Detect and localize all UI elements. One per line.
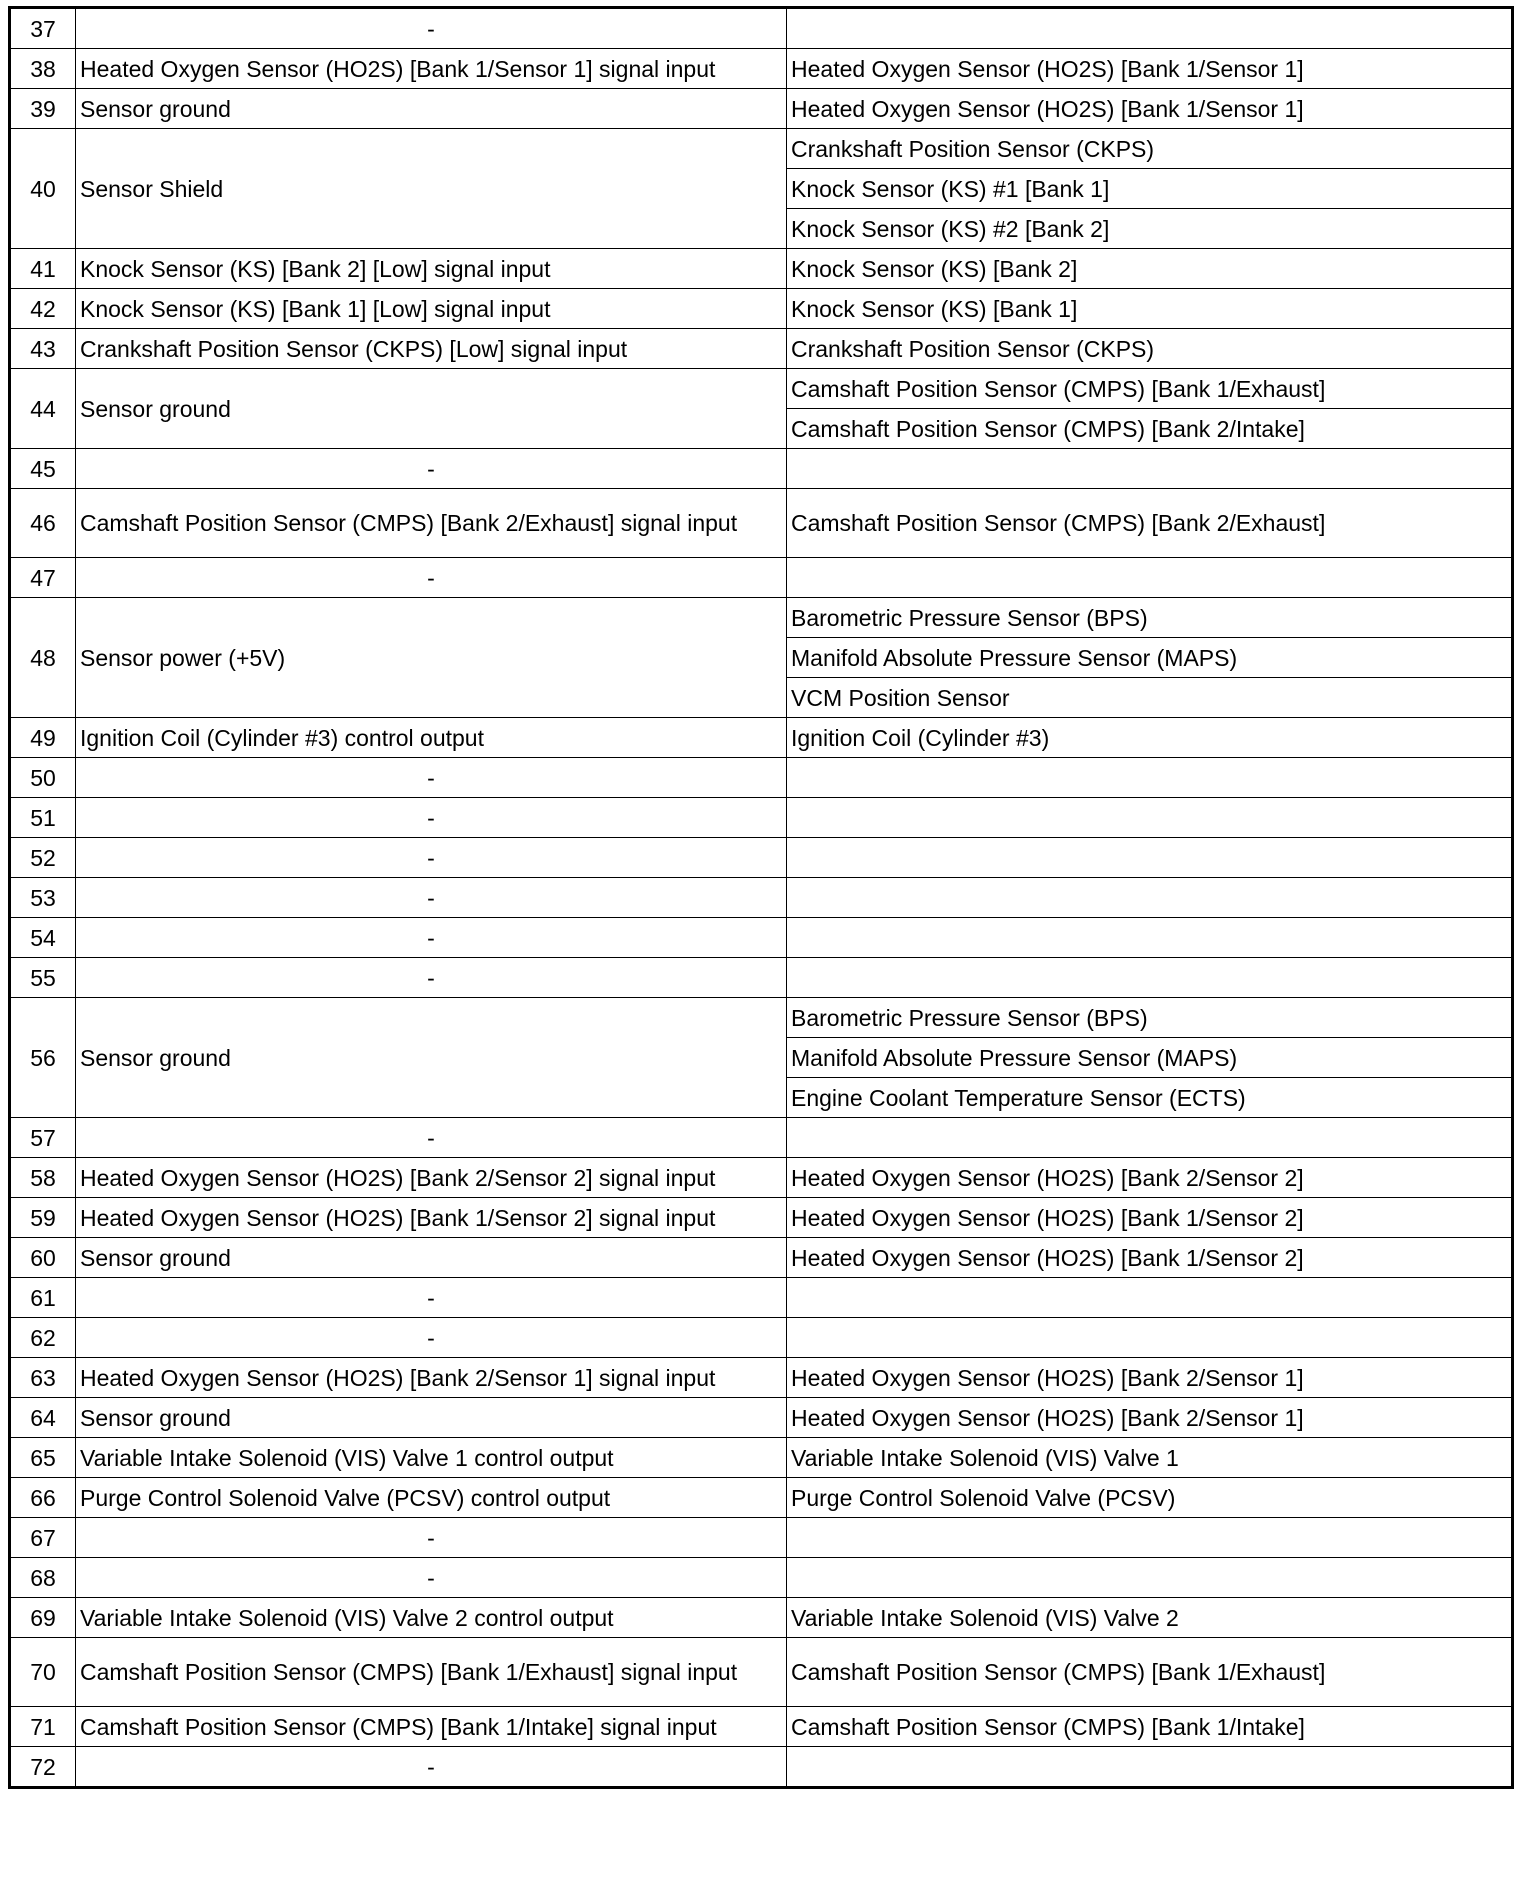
connected-component: Camshaft Position Sensor (CMPS) [Bank 1/Intake] xyxy=(787,1707,1513,1747)
connected-component xyxy=(787,918,1513,958)
pin-description: - xyxy=(76,758,787,798)
pin-description: - xyxy=(76,798,787,838)
connected-component: Heated Oxygen Sensor (HO2S) [Bank 2/Sensor 1] xyxy=(787,1358,1513,1398)
pin-number: 62 xyxy=(10,1318,76,1358)
table-row xyxy=(10,89,1513,129)
pin-description: Knock Sensor (KS) [Bank 2] [Low] signal input xyxy=(76,249,787,289)
table-row xyxy=(10,1707,1513,1747)
pin-description: Purge Control Solenoid Valve (PCSV) control output xyxy=(76,1478,787,1518)
connected-component: Heated Oxygen Sensor (HO2S) [Bank 1/Sensor 1] xyxy=(787,49,1513,89)
connected-component: Camshaft Position Sensor (CMPS) [Bank 1/Exhaust] xyxy=(787,369,1513,409)
connected-component xyxy=(787,1278,1513,1318)
connected-component: Variable Intake Solenoid (VIS) Valve 1 xyxy=(787,1438,1513,1478)
connected-component: Heated Oxygen Sensor (HO2S) [Bank 2/Sensor 1] xyxy=(787,1398,1513,1438)
connected-component: Knock Sensor (KS) #1 [Bank 1] xyxy=(787,169,1513,209)
pin-number: 53 xyxy=(10,878,76,918)
table-row xyxy=(10,449,1513,489)
table-row xyxy=(10,1278,1513,1318)
pin-description: - xyxy=(76,1318,787,1358)
table-row xyxy=(10,998,1513,1038)
connected-component: Camshaft Position Sensor (CMPS) [Bank 2/Intake] xyxy=(787,409,1513,449)
pin-description: Variable Intake Solenoid (VIS) Valve 2 control output xyxy=(76,1598,787,1638)
pin-description: - xyxy=(76,838,787,878)
pin-number: 49 xyxy=(10,718,76,758)
pin-description: Camshaft Position Sensor (CMPS) [Bank 2/Exhaust] signal input xyxy=(76,489,787,558)
table-row xyxy=(10,1747,1513,1788)
pin-number: 42 xyxy=(10,289,76,329)
connected-component: Barometric Pressure Sensor (BPS) xyxy=(787,998,1513,1038)
table-row xyxy=(10,878,1513,918)
table-row xyxy=(10,1438,1513,1478)
pin-description: - xyxy=(76,1558,787,1598)
connected-component: Knock Sensor (KS) [Bank 1] xyxy=(787,289,1513,329)
pin-description: - xyxy=(76,8,787,49)
pin-number: 44 xyxy=(10,369,76,449)
connected-component: Crankshaft Position Sensor (CKPS) xyxy=(787,329,1513,369)
pin-number: 65 xyxy=(10,1438,76,1478)
pin-description: Heated Oxygen Sensor (HO2S) [Bank 2/Sensor 2] signal input xyxy=(76,1158,787,1198)
pin-description: Crankshaft Position Sensor (CKPS) [Low] signal input xyxy=(76,329,787,369)
connected-component: Heated Oxygen Sensor (HO2S) [Bank 2/Sensor 2] xyxy=(787,1158,1513,1198)
connected-component: Manifold Absolute Pressure Sensor (MAPS) xyxy=(787,1038,1513,1078)
connected-component xyxy=(787,1318,1513,1358)
table-row xyxy=(10,1478,1513,1518)
table-row xyxy=(10,49,1513,89)
connected-component: Heated Oxygen Sensor (HO2S) [Bank 1/Sensor 1] xyxy=(787,89,1513,129)
pin-number: 37 xyxy=(10,8,76,49)
pin-number: 41 xyxy=(10,249,76,289)
pin-number: 52 xyxy=(10,838,76,878)
pin-number: 55 xyxy=(10,958,76,998)
pin-number: 48 xyxy=(10,598,76,718)
pin-description: - xyxy=(76,449,787,489)
connected-component: Crankshaft Position Sensor (CKPS) xyxy=(787,129,1513,169)
pin-number: 63 xyxy=(10,1358,76,1398)
table-row xyxy=(10,1358,1513,1398)
pin-number: 57 xyxy=(10,1118,76,1158)
table-row xyxy=(10,289,1513,329)
pin-number: 47 xyxy=(10,558,76,598)
table-row xyxy=(10,1638,1513,1707)
table-row xyxy=(10,489,1513,558)
connected-component xyxy=(787,1518,1513,1558)
table-body xyxy=(10,8,1513,1788)
pin-description: Sensor Shield xyxy=(76,129,787,249)
pin-description: - xyxy=(76,1278,787,1318)
pin-number: 71 xyxy=(10,1707,76,1747)
table-row xyxy=(10,798,1513,838)
pin-number: 56 xyxy=(10,998,76,1118)
connected-component: Camshaft Position Sensor (CMPS) [Bank 2/Exhaust] xyxy=(787,489,1513,558)
pin-number: 67 xyxy=(10,1518,76,1558)
table-row xyxy=(10,918,1513,958)
pin-description: Sensor ground xyxy=(76,89,787,129)
pin-number: 40 xyxy=(10,129,76,249)
pin-description: - xyxy=(76,958,787,998)
table-row xyxy=(10,369,1513,409)
table-row xyxy=(10,1398,1513,1438)
table-row xyxy=(10,838,1513,878)
table-row xyxy=(10,558,1513,598)
connected-component: Manifold Absolute Pressure Sensor (MAPS) xyxy=(787,638,1513,678)
table-row xyxy=(10,1598,1513,1638)
connected-component xyxy=(787,758,1513,798)
pin-description: Knock Sensor (KS) [Bank 1] [Low] signal input xyxy=(76,289,787,329)
connected-component xyxy=(787,838,1513,878)
pin-number: 51 xyxy=(10,798,76,838)
connected-component xyxy=(787,1558,1513,1598)
table-row xyxy=(10,1558,1513,1598)
connected-component: Camshaft Position Sensor (CMPS) [Bank 1/Exhaust] xyxy=(787,1638,1513,1707)
pin-description: Camshaft Position Sensor (CMPS) [Bank 1/Exhaust] signal input xyxy=(76,1638,787,1707)
connected-component xyxy=(787,798,1513,838)
connected-component: Ignition Coil (Cylinder #3) xyxy=(787,718,1513,758)
pin-description: Sensor ground xyxy=(76,998,787,1118)
connected-component: Heated Oxygen Sensor (HO2S) [Bank 1/Sensor 2] xyxy=(787,1198,1513,1238)
table-row xyxy=(10,1158,1513,1198)
pin-number: 70 xyxy=(10,1638,76,1707)
connected-component xyxy=(787,878,1513,918)
connected-component: Purge Control Solenoid Valve (PCSV) xyxy=(787,1478,1513,1518)
connected-component: Variable Intake Solenoid (VIS) Valve 2 xyxy=(787,1598,1513,1638)
table-row xyxy=(10,718,1513,758)
pin-description: - xyxy=(76,878,787,918)
connected-component xyxy=(787,1118,1513,1158)
pin-number: 46 xyxy=(10,489,76,558)
pin-number: 54 xyxy=(10,918,76,958)
table-row xyxy=(10,1118,1513,1158)
connected-component: Knock Sensor (KS) #2 [Bank 2] xyxy=(787,209,1513,249)
pin-description: Variable Intake Solenoid (VIS) Valve 1 control output xyxy=(76,1438,787,1478)
pin-number: 58 xyxy=(10,1158,76,1198)
pin-number: 43 xyxy=(10,329,76,369)
pin-number: 61 xyxy=(10,1278,76,1318)
table-row xyxy=(10,598,1513,638)
pin-description: Sensor ground xyxy=(76,369,787,449)
connected-component xyxy=(787,449,1513,489)
connected-component: VCM Position Sensor xyxy=(787,678,1513,718)
connected-component: Heated Oxygen Sensor (HO2S) [Bank 1/Sensor 2] xyxy=(787,1238,1513,1278)
pin-description: - xyxy=(76,1518,787,1558)
pin-number: 45 xyxy=(10,449,76,489)
pin-description: Heated Oxygen Sensor (HO2S) [Bank 2/Sensor 1] signal input xyxy=(76,1358,787,1398)
pin-description: Sensor ground xyxy=(76,1398,787,1438)
pin-description: Heated Oxygen Sensor (HO2S) [Bank 1/Sensor 1] signal input xyxy=(76,49,787,89)
pin-function-table xyxy=(8,6,1514,1789)
pin-description: Heated Oxygen Sensor (HO2S) [Bank 1/Sensor 2] signal input xyxy=(76,1198,787,1238)
pin-number: 39 xyxy=(10,89,76,129)
pin-description: - xyxy=(76,558,787,598)
pin-description: - xyxy=(76,1118,787,1158)
pin-number: 38 xyxy=(10,49,76,89)
pin-description: Sensor ground xyxy=(76,1238,787,1278)
pin-number: 64 xyxy=(10,1398,76,1438)
table-row xyxy=(10,1518,1513,1558)
connected-component xyxy=(787,8,1513,49)
pin-description: Sensor power (+5V) xyxy=(76,598,787,718)
pin-number: 72 xyxy=(10,1747,76,1788)
pin-number: 59 xyxy=(10,1198,76,1238)
table-row xyxy=(10,1198,1513,1238)
connected-component: Knock Sensor (KS) [Bank 2] xyxy=(787,249,1513,289)
table-row xyxy=(10,329,1513,369)
pin-number: 50 xyxy=(10,758,76,798)
table-row xyxy=(10,249,1513,289)
pin-number: 69 xyxy=(10,1598,76,1638)
pin-number: 66 xyxy=(10,1478,76,1518)
connected-component: Barometric Pressure Sensor (BPS) xyxy=(787,598,1513,638)
connected-component xyxy=(787,1747,1513,1788)
connected-component xyxy=(787,558,1513,598)
table-row xyxy=(10,1238,1513,1278)
pin-description: Camshaft Position Sensor (CMPS) [Bank 1/Intake] signal input xyxy=(76,1707,787,1747)
pin-description: - xyxy=(76,918,787,958)
connected-component: Engine Coolant Temperature Sensor (ECTS) xyxy=(787,1078,1513,1118)
pin-description: - xyxy=(76,1747,787,1788)
pin-number: 68 xyxy=(10,1558,76,1598)
pin-number: 60 xyxy=(10,1238,76,1278)
connected-component xyxy=(787,958,1513,998)
table-row xyxy=(10,8,1513,49)
pin-description: Ignition Coil (Cylinder #3) control output xyxy=(76,718,787,758)
table-row xyxy=(10,958,1513,998)
table-row xyxy=(10,129,1513,169)
table-row xyxy=(10,1318,1513,1358)
table-row xyxy=(10,758,1513,798)
